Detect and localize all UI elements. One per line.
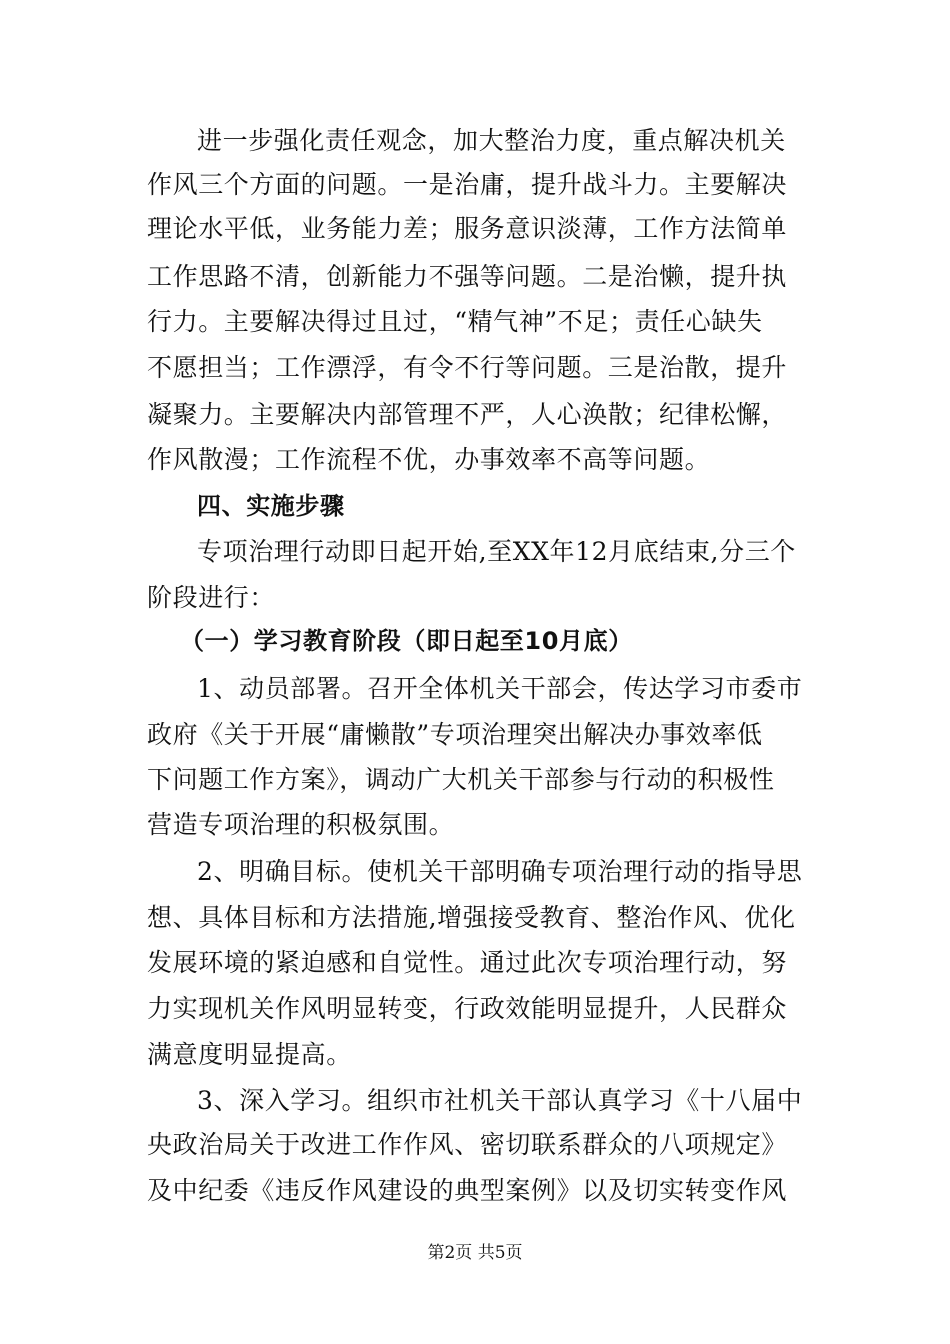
paragraph-line: 作风散漫；工作流程不优，办事效率不高等问题。 xyxy=(147,445,711,474)
paragraph-line: 政府《关于开展“庸懒散”专项治理突出解决办事效率低 xyxy=(147,720,763,749)
paragraph-line: 发展环境的紧迫感和自觉性。通过此次专项治理行动，努 xyxy=(147,948,788,977)
paragraph-line: 工作思路不清，创新能力不强等问题。二是治懒，提升执 xyxy=(147,262,788,291)
paragraph-line: 作风三个方面的问题。一是治庸，提升战斗力。主要解决 xyxy=(147,170,788,199)
paragraph-line: 1、动员部署。召开全体机关干部会，传达学习市委市 xyxy=(197,674,803,703)
paragraph-line: 央政治局关于改进工作作风、密切联系群众的八项规定》 xyxy=(147,1130,788,1159)
paragraph-line: 进一步强化责任观念，加大整治力度，重点解决机关 xyxy=(197,126,786,155)
paragraph-line: 2、明确目标。使机关干部明确专项治理行动的指导思 xyxy=(197,857,803,886)
section-heading: 四、实施步骤 xyxy=(197,492,345,520)
paragraph-line: 及中纪委《违反作风建设的典型案例》以及切实转变作风 xyxy=(147,1176,788,1205)
paragraph-line: 理论水平低，业务能力差；服务意识淡薄，工作方法简单 xyxy=(147,214,788,243)
paragraph-line: 想、具体目标和方法措施,增强接受教育、整治作风、优化 xyxy=(147,903,796,932)
subsection-heading: （一）学习教育阶段（即日起至10月底） xyxy=(180,627,633,655)
paragraph-line: 行力。主要解决得过且过，“精气神”不足；责任心缺失 xyxy=(147,307,763,336)
paragraph-line: 力实现机关作风明显转变，行政效能明显提升，人民群众 xyxy=(147,994,788,1023)
paragraph-line: 专项治理行动即日起开始,至XX年12月底结束,分三个 xyxy=(197,537,796,566)
paragraph-line: 阶段进行： xyxy=(147,583,276,612)
paragraph-line: 满意度明显提高。 xyxy=(147,1040,352,1069)
paragraph-line: 下问题工作方案》，调动广大机关干部参与行动的积极性 xyxy=(147,765,775,794)
paragraph-line: 不愿担当；工作漂浮，有令不行等问题。三是治散，提升 xyxy=(147,353,788,382)
page-footer: 第2页 共5页 xyxy=(427,1243,523,1263)
paragraph-line: 凝聚力。主要解决内部管理不严，人心涣散；纪律松懈， xyxy=(147,400,788,429)
paragraph-line: 营造专项治理的积极氛围。 xyxy=(147,810,455,839)
paragraph-line: 3、深入学习。组织市社机关干部认真学习《十八届中 xyxy=(197,1086,803,1115)
